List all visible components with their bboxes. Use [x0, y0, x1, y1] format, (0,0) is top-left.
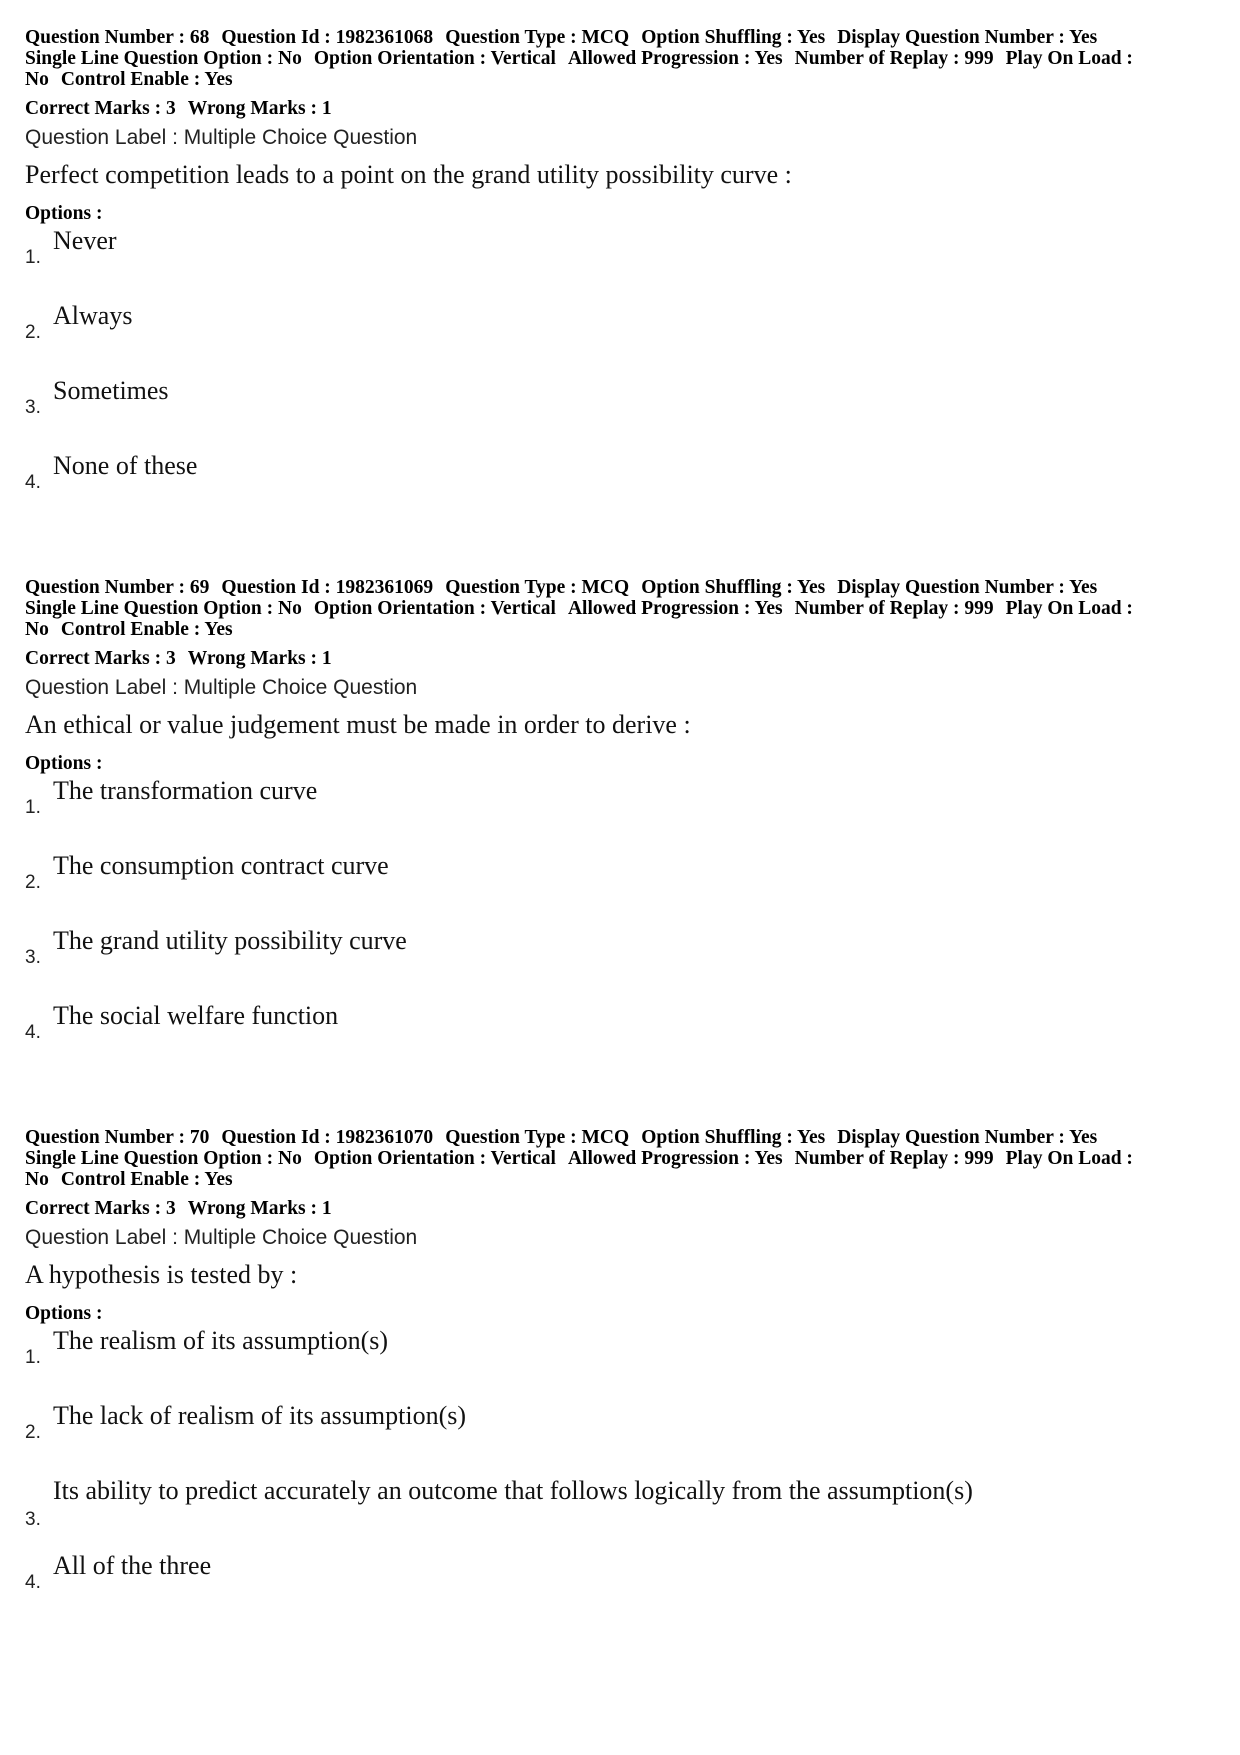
- wrong-marks: Wrong Marks : 1: [187, 98, 332, 119]
- meta-field: Option Shuffling : Yes: [641, 577, 826, 598]
- option-item: [25, 225, 1215, 300]
- question-meta-line: [25, 619, 1215, 640]
- option-item: [25, 850, 1215, 925]
- options-heading: Options :: [25, 1303, 103, 1324]
- options-heading: Options :: [25, 753, 103, 774]
- option-number: 3.: [25, 397, 41, 418]
- meta-field: Option Orientation : Vertical: [313, 48, 556, 69]
- option-number: 1.: [25, 247, 41, 268]
- question-meta-line: [25, 69, 1215, 90]
- question-meta-line: [25, 577, 1215, 598]
- question-text: Perfect competition leads to a point on the grand utility possibility curve :: [25, 160, 792, 189]
- question-block-68: [25, 27, 1215, 525]
- meta-field: Allowed Progression : Yes: [567, 598, 783, 619]
- meta-field: Question Type : MCQ: [445, 577, 630, 598]
- meta-field: No: [25, 619, 49, 640]
- option-text: The grand utility possibility curve: [53, 926, 407, 955]
- question-block-70: [25, 1127, 1215, 1625]
- option-item: [25, 300, 1215, 375]
- option-number: 2.: [25, 872, 41, 893]
- meta-field: Number of Replay : 999: [794, 598, 994, 619]
- meta-field: Number of Replay : 999: [794, 1148, 994, 1169]
- question-text: A hypothesis is tested by :: [25, 1260, 298, 1289]
- option-text: The lack of realism of its assumption(s): [53, 1401, 467, 1430]
- meta-field: Play On Load :: [1005, 1148, 1133, 1169]
- meta-field: Play On Load :: [1005, 48, 1133, 69]
- question-meta-line: [25, 1169, 1215, 1190]
- question-meta-line: [25, 1127, 1215, 1148]
- meta-field: Option Shuffling : Yes: [641, 1127, 826, 1148]
- meta-field: Single Line Question Option : No: [25, 598, 302, 619]
- options-heading: Options :: [25, 203, 103, 224]
- question-meta-line: [25, 27, 1215, 48]
- question-block-69: [25, 577, 1215, 1075]
- question-label: Question Label : Multiple Choice Question: [25, 676, 418, 699]
- wrong-marks: Wrong Marks : 1: [187, 1198, 332, 1219]
- meta-field: Display Question Number : Yes: [837, 27, 1098, 48]
- question-meta-line: [25, 1148, 1215, 1169]
- meta-field: Option Orientation : Vertical: [313, 1148, 556, 1169]
- option-number: 4.: [25, 1022, 41, 1043]
- option-item: [25, 1400, 1215, 1475]
- meta-field: Option Shuffling : Yes: [641, 27, 826, 48]
- marks-line: [25, 98, 1215, 119]
- meta-field: Single Line Question Option : No: [25, 1148, 302, 1169]
- meta-field: Question Id : 1982361068: [221, 27, 434, 48]
- option-number: 3.: [25, 1509, 41, 1530]
- question-meta-line: [25, 48, 1215, 69]
- meta-field: No: [25, 1169, 49, 1190]
- question-text: An ethical or value judgement must be made in order to derive :: [25, 710, 691, 739]
- option-number: 2.: [25, 1422, 41, 1443]
- option-number: 1.: [25, 797, 41, 818]
- correct-marks: Correct Marks : 3: [25, 98, 176, 119]
- question-label: Question Label : Multiple Choice Question: [25, 1226, 418, 1249]
- option-number: 1.: [25, 1347, 41, 1368]
- question-meta-line: [25, 598, 1215, 619]
- option-item: [25, 1325, 1215, 1400]
- option-item: [25, 1000, 1215, 1075]
- option-text: The realism of its assumption(s): [53, 1326, 389, 1355]
- meta-field: Allowed Progression : Yes: [567, 1148, 783, 1169]
- option-item: [25, 375, 1215, 450]
- meta-field: Question Number : 68: [25, 27, 210, 48]
- meta-field: Question Id : 1982361069: [221, 577, 434, 598]
- option-text: Its ability to predict accurately an outcome that follows logically from the assumption(s): [53, 1476, 973, 1505]
- meta-field: Control Enable : Yes: [60, 1169, 233, 1190]
- meta-field: Single Line Question Option : No: [25, 48, 302, 69]
- meta-field: Question Id : 1982361070: [221, 1127, 434, 1148]
- meta-field: No: [25, 69, 49, 90]
- option-number: 2.: [25, 322, 41, 343]
- option-number: 4.: [25, 472, 41, 493]
- meta-field: Number of Replay : 999: [794, 48, 994, 69]
- option-text: The social welfare function: [53, 1001, 339, 1030]
- option-text: All of the three: [53, 1551, 212, 1580]
- option-text: Sometimes: [53, 376, 169, 405]
- option-text: None of these: [53, 451, 198, 480]
- meta-field: Question Number : 70: [25, 1127, 210, 1148]
- correct-marks: Correct Marks : 3: [25, 1198, 176, 1219]
- marks-line: [25, 1198, 1215, 1219]
- meta-field: Control Enable : Yes: [60, 619, 233, 640]
- meta-field: Control Enable : Yes: [60, 69, 233, 90]
- option-item: [25, 925, 1215, 1000]
- meta-field: Option Orientation : Vertical: [313, 598, 556, 619]
- marks-line: [25, 648, 1215, 669]
- meta-field: Display Question Number : Yes: [837, 577, 1098, 598]
- meta-field: Play On Load :: [1005, 598, 1133, 619]
- meta-field: Question Type : MCQ: [445, 1127, 630, 1148]
- meta-field: Display Question Number : Yes: [837, 1127, 1098, 1148]
- option-item: [25, 1550, 1215, 1625]
- option-item: [25, 1475, 1215, 1550]
- correct-marks: Correct Marks : 3: [25, 648, 176, 669]
- option-text: The transformation curve: [53, 776, 318, 805]
- meta-field: Question Number : 69: [25, 577, 210, 598]
- option-text: Always: [53, 301, 133, 330]
- option-item: [25, 775, 1215, 850]
- option-text: The consumption contract curve: [53, 851, 389, 880]
- wrong-marks: Wrong Marks : 1: [187, 648, 332, 669]
- option-number: 3.: [25, 947, 41, 968]
- option-number: 4.: [25, 1572, 41, 1593]
- meta-field: Allowed Progression : Yes: [567, 48, 783, 69]
- option-text: Never: [53, 226, 117, 255]
- question-label: Question Label : Multiple Choice Question: [25, 126, 418, 149]
- option-item: [25, 450, 1215, 525]
- meta-field: Question Type : MCQ: [445, 27, 630, 48]
